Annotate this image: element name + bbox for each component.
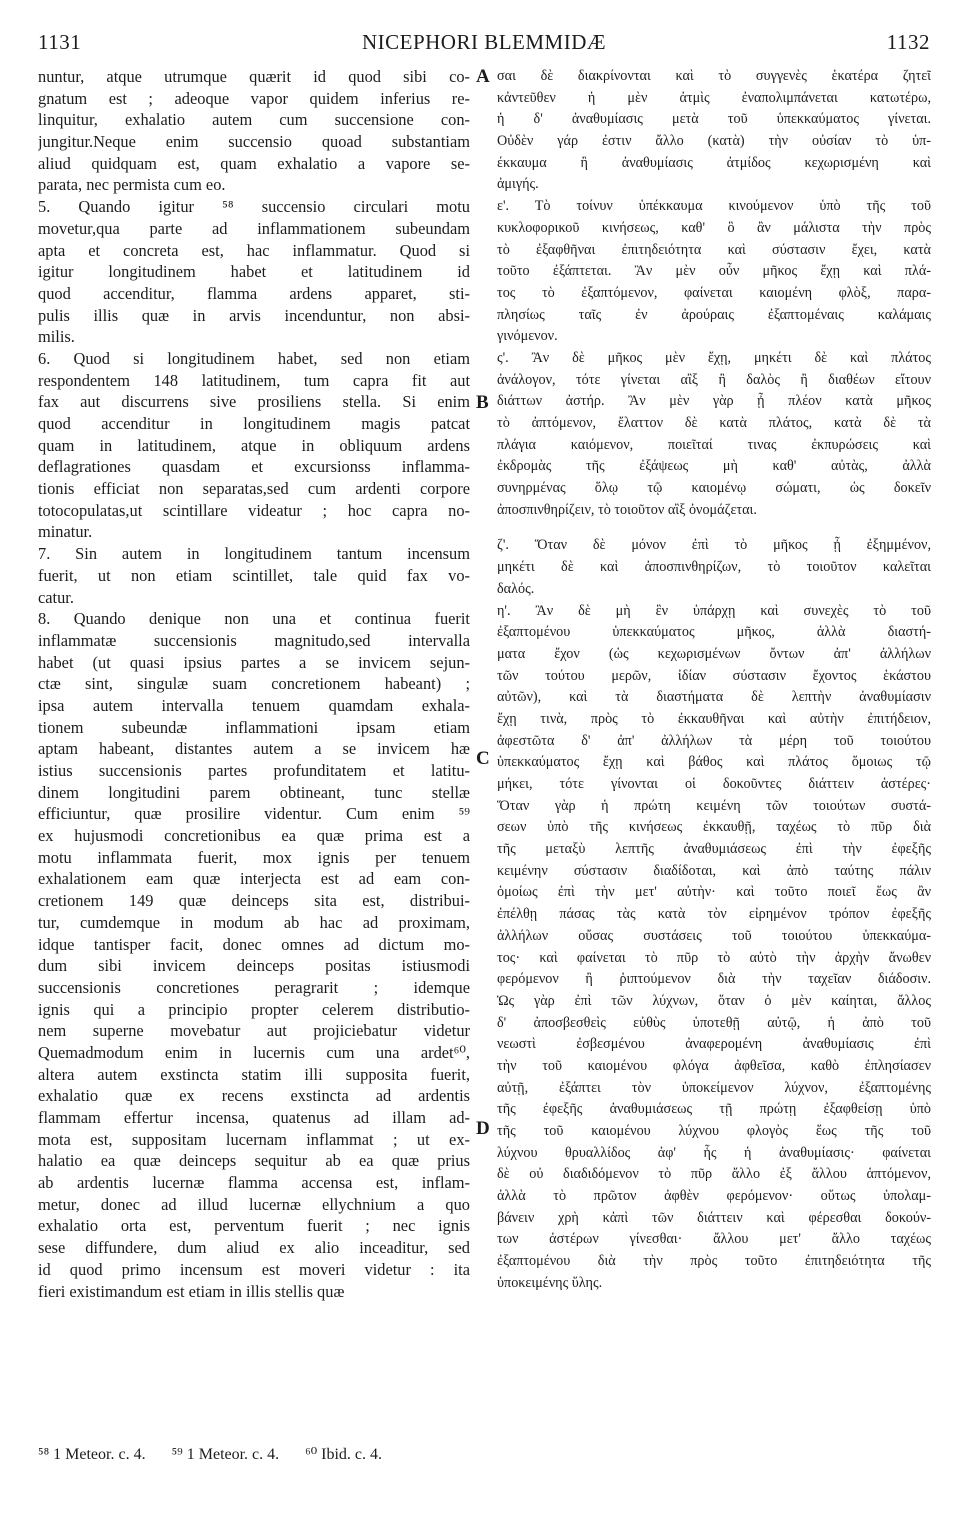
text-line: gnatum est ; adeoque vapor quidem inferius re-	[38, 88, 470, 108]
text-line: flammam effertur incensa, quatenus ad illam ad-	[38, 1108, 470, 1127]
text-line: milis.	[38, 327, 75, 347]
text-line: cretionem 149 quæ deinceps sita est, distribui-	[38, 891, 470, 911]
text-line: 6. Quod si longitudinem habet, sed non etiam	[38, 348, 470, 368]
text-line: τῆς μεταξὺ λεπτῆς ἀναθυμιάσεως ἐπὶ τὴν ἐφεξῆς	[497, 841, 931, 858]
text-line: motu inflammata fuerit, mox ignis per tenuem	[38, 847, 470, 867]
text-line: aptam habeant, distantes autem a se invicem hæ	[38, 739, 470, 759]
text-line: συνηρμένας ὅλῳ τῷ καιομένῳ σώματι, ὡς δοκεῖν	[497, 480, 931, 497]
text-line: habet (ut quasi ipsius partes a se invicem sejun-	[38, 652, 470, 672]
footnote-59: ⁵⁹ 1 Meteor. c. 4.	[171, 1446, 280, 1463]
text-line: dum sibi invicem deinceps positas istiusmodi	[38, 956, 470, 976]
text-line: exhalatio orta est, perventum fuerit ; nec ignis	[38, 1216, 470, 1236]
text-line: ab ardentis lucernæ flamma accensa est, inflam-	[38, 1173, 470, 1193]
text-line: Ὅταν γὰρ ἡ πρώτη κειμένη τῶν τοιούτων συστά-	[497, 797, 931, 814]
text-line: δ' ἀποσβεσθεὶς εὐθὺς ὑποτεθῇ αὐτῷ, ἡ ἀπὸ τοῦ	[497, 1014, 931, 1031]
text-line: δὲ οὐ διαδιδόμενον τὸ πῦρ ἄλλο ἐξ ἄλλου ἁπτόμενον,	[497, 1166, 931, 1183]
footnote-58: ⁵⁸ 1 Meteor. c. 4.	[38, 1446, 146, 1463]
text-line: fieri existimandum est etiam in illis stellis quæ	[38, 1281, 345, 1301]
text-line: catur.	[38, 587, 74, 607]
text-line: quod accenditur, flamma ardens apparet, sti-	[38, 283, 470, 303]
text-line: jungitur.Neque enim succensio quoad substantiam	[38, 132, 470, 152]
page-header	[38, 30, 930, 60]
text-line: ὁμοίως ἐπὶ τὴν μετ' αὐτὴν· καὶ τοῦτο ποιεῖ ἕως ἂν	[497, 884, 931, 901]
text-line: fuerit, ut non etiam scintillet, tale quid fax vo-	[38, 565, 470, 585]
text-line: ς'. Ἂν δὲ μῆκος μὲν ἔχῃ, μηκέτι δὲ καὶ πλάτος	[497, 349, 931, 366]
text-line: inflammatæ succensionis magnitudo,sed intervalla	[38, 630, 470, 650]
page-number-left: 1131	[38, 30, 82, 54]
text-line: tionis efficiat non separatas,sed cum ardenti corpore	[38, 479, 470, 499]
text-line: exhalationem eam quæ interjecta est ad eam con-	[38, 869, 470, 889]
text-line: linquitur, exhalatio autem cum succensione con-	[38, 110, 470, 130]
text-line: ἀποσπινθηρίζειν, τὸ τοιοῦτον αἲξ ὀνομάζεται.	[497, 501, 757, 518]
text-line: ἐπέλθῃ πάσας τὰς κατὰ τὸν εἰρημένον τρόπον ἐφεξῆς	[497, 906, 931, 923]
margin-letter-d: D	[476, 1118, 490, 1139]
text-line: Οὐδὲν γάρ ἐστιν ἄλλο (κατὰ) τὴν οὐσίαν τὸ ὑπ-	[497, 133, 931, 150]
text-line: ἐξαπτομένου διὰ τὴν πρὸς τοῦτο ἐπιτηδειότητα τῆς	[497, 1253, 931, 1270]
text-line: parata, nec permista cum eo.	[38, 175, 226, 195]
text-line: minatur.	[38, 522, 93, 542]
text-line: deflagrationes quasdam et excursionss inflamma-	[38, 457, 470, 477]
text-line: ὑποκειμένης ὕλης.	[497, 1274, 603, 1291]
text-line: σαι δὲ διακρίνονται καὶ τὸ συγγενὲς ἑκατέρα ζητεῖ	[497, 68, 931, 84]
text-line: πλησίως ταῖς ἐν ἀρούραις ἐξαπτομέναις καλάμαις	[497, 306, 931, 323]
text-line: των ἀστέρων γίνεσθαι· ἄλλου μετ' ἄλλο ταχέως	[497, 1231, 931, 1248]
text-line: idque tantisper facit, donec omnes ad dictum mo-	[38, 934, 470, 954]
text-line: γινόμενον.	[497, 328, 558, 345]
text-line: λύχνου θρυαλλίδος ἀφ' ἧς ἡ ἀναθυμίασις· φαίνεται	[497, 1144, 931, 1161]
text-line: κἀντεῦθεν ἡ μὲν ἀτμὶς ἐναπολιμπάνεται κατωτέρω,	[497, 89, 931, 106]
text-line: τος· καὶ φαίνεται τὸ πῦρ τὸ αὐτὸ τὴν ἀρχὴν ἄνωθεν	[497, 949, 931, 966]
greek-column	[497, 66, 931, 1295]
text-line: respondentem 148 latitudinem, tum capra fit aut	[38, 370, 470, 390]
page-number-right: 1132	[886, 30, 930, 54]
text-line: ὑπεκκαύματος ἔχῃ καὶ βάθος καὶ πλάτος ὅμοιως τῷ	[497, 754, 931, 771]
text-line: 8. Quando denique non una et continua fuerit	[38, 609, 470, 629]
text-line: ἀνάλογον, τότε γίνεται αἲξ ἢ δαλὸς ἢ διαθέων εἴτουν	[497, 371, 931, 388]
text-line: tur, cumdemque in modum ab hac ad proximam,	[38, 912, 470, 932]
text-line: μηκέτι δὲ καὶ ἀποσπινθηρίζων, τὸ τοιοῦτον καλεῖται	[497, 559, 931, 576]
text-line: igitur longitudinem habet et latitudinem id	[38, 262, 470, 282]
text-line: τοῦτο ἐξάπτεται. Ἂν μὲν οὖν μῆκος ἔχῃ καὶ πλά-	[497, 263, 931, 280]
text-line: ἀλλὰ τὸ πρῶτον ἀφθὲν φερόμενον· οὕτως ὑπολαμ-	[497, 1188, 931, 1205]
text-line: mota est, suppositam lucernam inflammat ; ut ex-	[38, 1129, 470, 1149]
text-line: quam in latitudinem, atque in obliquum ardens	[38, 435, 470, 455]
text-line: έκκαυμα ἢ ἀναθυμίασις ἀτμίδος κεχωρισμένη καὶ	[497, 154, 931, 171]
text-line: aliud quidquam est, quam exhalatio a vapore se-	[38, 153, 470, 173]
text-line: ζ'. Ὅταν δὲ μόνον ἐπὶ τὸ μῆκος ᾖ ἐξημμένον,	[497, 537, 931, 554]
margin-letter-a: A	[476, 66, 490, 87]
text-line: quod accenditur in longitudinem magis patcat	[38, 414, 470, 433]
text-line: 5. Quando igitur ⁵⁸ succensio circulari motu	[38, 197, 470, 217]
text-line: τὴν τοῦ καιομένου φλόγα ἀφθεῖσα, καθὸ ἐπλησίασεν	[497, 1057, 931, 1074]
text-line: halatio ea quæ deinceps sequitur ab ea quæ prius	[38, 1151, 470, 1171]
text-line: ἀλλήλων οὔσας συστάσεις τοῦ τοιούτου ὑπεκκαύμα-	[497, 927, 931, 944]
margin-letter-c: C	[476, 748, 490, 769]
text-line: αὐτῶν), καὶ τὰ διαστήματα δὲ λεπτὴν ἀναθυμίασιν	[497, 689, 931, 706]
text-line: τῶν τούτου μερῶν, ἰδίαν σύστασιν ἔχοντος ἑκάστου	[497, 667, 931, 684]
margin-letter-b: B	[476, 392, 489, 413]
text-line: movetur,qua parte ad inflammationem subeundam	[38, 218, 470, 238]
text-line: τὸ ἀπτόμενον, ἔλαττον δὲ κατὰ πλάτος, κατὰ δὲ τὰ	[497, 415, 931, 431]
text-line: apta et concreta est, hac inflammatur. Quod si	[38, 240, 470, 260]
text-line: ἡ δ' ἀναθυμίασις μετὰ τοῦ ὑπεκκαύματος γίνεται.	[497, 111, 931, 128]
text-line: Ὡς γὰρ ἐπὶ τῶν λύχνων, ὅταν ὁ μὲν καίηται, ἄλλος	[497, 992, 931, 1009]
text-line: τῆς τοῦ καιομένου λύχνου φλογὸς ἕως τῆς τοῦ	[497, 1123, 931, 1139]
text-line: fax aut discurrens sive prosiliens stella. Si enim	[38, 392, 470, 412]
text-line: ματα ἔχον (ὡς κεχωρισμένων ὄντων ἀπ' ἀλλήλων	[497, 645, 931, 662]
text-line: αὐτῇ, ἐξάπτει τὸν ὑποκείμενον λύχνον, ἐξαπτομένης	[497, 1079, 931, 1096]
text-line: tionem subeundæ inflammationi ipsam etiam	[38, 717, 470, 737]
footnotes	[38, 1444, 638, 1464]
text-line: φερόμενον ἢ ῥιπτούμενον διὰ τὴν ταχεῖαν διάδοσιν.	[497, 971, 931, 988]
text-line: pulis illis quæ in arvis incenduntur, non absi-	[38, 305, 470, 325]
text-line: νεωστὶ ἐσβεσμένου ἀναφερομένη ἀναθυμίασις ἐπὶ	[497, 1036, 931, 1053]
text-line: nem superne movebatur aut projiciebatur videtur	[38, 1021, 470, 1041]
running-title: NICEPHORI BLEMMIDÆ	[361, 30, 607, 54]
text-line: Quemadmodum enim in lucernis cum una ardet⁶⁰,	[38, 1042, 470, 1062]
text-line: τὸ ἐξαφθῆναι ἐπιτηδειότητα καὶ σύστασιν ἔχει, κατὰ	[497, 241, 931, 258]
text-line: sese diffundere, dum aliud ex alio inceaditur, sed	[38, 1238, 470, 1258]
text-line: κειμένην σύστασιν διαδίδοται, καὶ ἀπὸ ταύτης πάλιν	[497, 862, 931, 879]
latin-column	[38, 66, 470, 1302]
text-line: ignis qui a principio propter celerem distributio-	[38, 999, 470, 1019]
text-line: σεων ὑπὸ τῆς κινήσεως ἐκκαυθῇ, ταχέως τὸ πῦρ διὰ	[497, 819, 931, 836]
text-line: ἔχῃ τινὰ, πρὸς τὸ ἐκκαυθῆναι καὶ αὐτὴν ἐπιτήδειον,	[497, 710, 931, 727]
text-line: διάττων ἀστήρ. Ἂν μὲν γὰρ ᾖ πλέον κατὰ μῆκος	[497, 393, 931, 410]
text-line: ἐκδρομὰς τῆς ἐξάψεως μὴ καθ' αὐτὰς, ἀλλὰ	[497, 458, 931, 475]
text-line: ex hujusmodi concretionibus ea quæ prima est a	[38, 826, 470, 846]
footnote-60: ⁶⁰ Ibid. c. 4.	[305, 1446, 383, 1463]
text-line: succensionis concretiones peragrarit ; idemque	[38, 977, 470, 997]
text-line: ε'. Τὸ τοίνυν ὑπέκκαυμα κινούμενον ὑπὸ τῆς τοῦ	[497, 198, 931, 215]
text-line: altera autem exstincta statim illi supposita fuerit,	[38, 1064, 470, 1084]
text-line: ctæ sint, singulæ suam concretionem habeant) ;	[38, 674, 470, 694]
text-line: ipsa autem intervalla tenuem quamdam exhala-	[38, 695, 470, 715]
text-line: 7. Sin autem in longitudinem tantum incensum	[38, 544, 470, 564]
text-line: nuntur, atque utrumque quærit id quod sibi co-	[38, 67, 470, 86]
text-line: μήκει, τότε γίνονται οἱ δοκοῦντες διάττειν ἀστέρες·	[497, 776, 931, 792]
text-line: η'. Ἂν δὲ μὴ ἓν ὑπάρχῃ καὶ συνεχὲς τὸ τοῦ	[497, 602, 931, 619]
text-line: ἀμιγής.	[497, 176, 539, 193]
text-line: τος τὸ ἐξαπτόμενον, φαίνεται καιομένη φλὸξ, παρα-	[497, 284, 931, 301]
text-line: id quod primo incensum est moveri videtur : ita	[38, 1259, 470, 1279]
text-line: efficiuntur, quæ prosilire videntur. Cum enim ⁵⁹	[38, 804, 470, 824]
text-line: istius succensionis partes profunditatem et latitu-	[38, 761, 470, 780]
text-line: βάνειν χρὴ κἀπὶ τῶν διάττειν καὶ φέρεσθαι δοκούν-	[497, 1209, 931, 1226]
text-line: exhalatio quæ ex recens exstincta ad ardentis	[38, 1086, 470, 1106]
text-line: totocopulatas,ut scintillare videatur ; hoc capra no-	[38, 500, 470, 520]
text-line: κυκλοφορικοῦ κινήσεως, καθ' ὃ ἂν μάλιστα τὴν πρὸς	[497, 219, 931, 236]
text-line: δαλός.	[497, 580, 535, 597]
text-line: dinem longitudini parem obtineant, tunc stellæ	[38, 782, 470, 802]
text-line: ἐξαπτομένου ὑπεκκαύματος μῆκος, ἀλλὰ διαστή-	[497, 624, 931, 641]
text-line: τῆς ἐφεξῆς ἀναθυμιάσεως τῇ πρώτῃ ἐξαφθείσῃ ὑπὸ	[497, 1101, 931, 1118]
text-line: πλάγια καιόμενον, ποιεῖταί τινας ἐκπυρώσεις καὶ	[497, 436, 931, 453]
text-line: metur, donec ad illud lucernæ ellychnium a quo	[38, 1194, 470, 1214]
text-line: ἀφεστῶτα δ' ἀπ' ἀλλήλων τὰ μέρη τοῦ τοιούτου	[497, 732, 931, 749]
